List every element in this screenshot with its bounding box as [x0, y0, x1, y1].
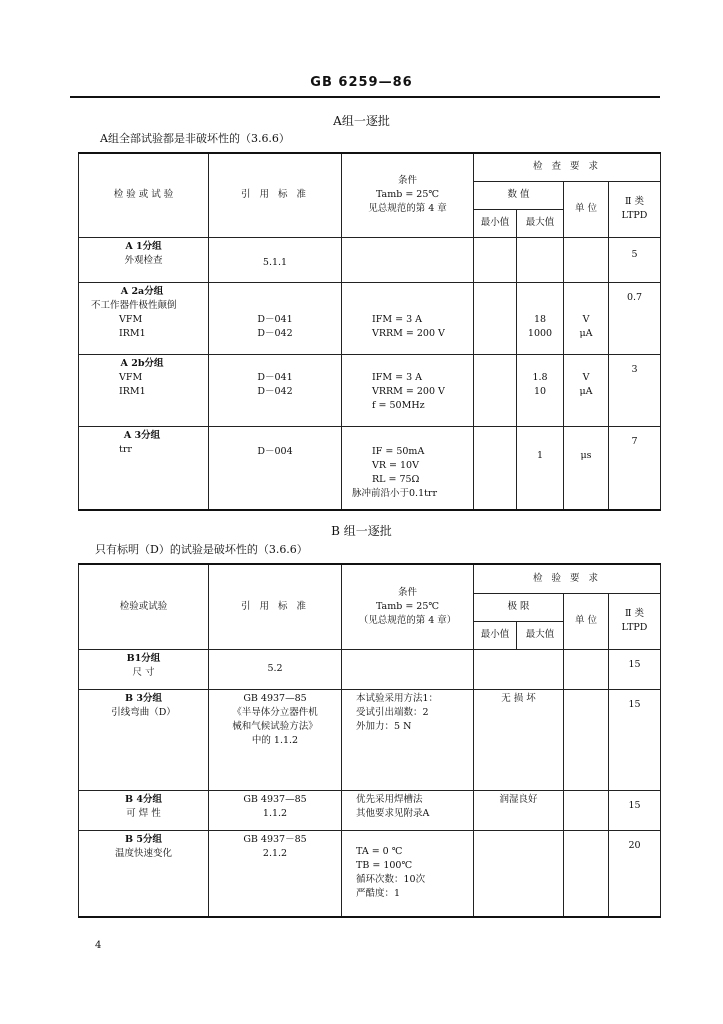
ref-cell	[209, 689, 342, 790]
col-min-header: 最小值	[474, 209, 517, 237]
max-cell	[517, 237, 564, 282]
cond-item: 其他要求见附录A	[356, 807, 430, 819]
unit-cell	[564, 237, 609, 282]
max-value: 1.8	[532, 371, 548, 383]
ref-item: 械和气候试验方法》	[232, 720, 318, 732]
subgroup-title: B 4分组	[125, 793, 162, 805]
ref-item: 5.1.1	[262, 256, 288, 268]
limit-cell: 无 损 坏	[474, 689, 564, 790]
cond-item: TA = 0 ℃	[356, 845, 403, 857]
test-item: 引线弯曲（D）	[111, 706, 176, 718]
group-a-note: A组全部试验都是非破坏性的（3.6.6）	[100, 132, 290, 145]
col-ref-header: 引 用 标 准	[209, 153, 342, 237]
max-value: 10	[533, 385, 547, 397]
col-value-header: 数 值	[474, 181, 564, 209]
test-cell	[79, 282, 209, 354]
cond-cell	[342, 282, 474, 354]
class-header-label: Ⅱ 类	[625, 608, 644, 619]
cond-item: IFM = 3 A	[372, 313, 422, 325]
ref-cell	[209, 237, 342, 282]
cond-item: 循环次数：10次	[356, 873, 426, 885]
cond-item: RL = 75Ω	[372, 473, 420, 485]
col-test-header: 检 验 或 试 验	[79, 153, 209, 237]
cond-cell	[342, 689, 474, 790]
col-req-header: 检 验 要 求	[474, 564, 661, 593]
table-row	[79, 649, 661, 689]
ref-item: D－041	[257, 313, 293, 325]
ref-cell	[209, 354, 342, 426]
table-row	[79, 790, 661, 830]
cond-item: 外加力：5 N	[356, 720, 412, 732]
test-item: trr	[119, 443, 132, 455]
ref-item: D－042	[257, 385, 293, 397]
cond-header-label: 条件	[397, 175, 417, 187]
ref-item: 中的 1.1.2	[251, 734, 299, 746]
test-item: IRM1	[119, 327, 146, 339]
col-ref-header: 引 用 标 准	[209, 564, 342, 649]
subgroup-title: B 5分组	[125, 833, 162, 845]
cond-cell	[342, 649, 474, 689]
cond-item: 本试验采用方法1：	[356, 692, 439, 704]
min-cell	[474, 237, 517, 282]
unit-cell	[564, 649, 609, 689]
ref-cell	[209, 830, 342, 917]
col-test-header: 检验或试验	[79, 564, 209, 649]
limit-cell	[474, 649, 564, 689]
ltpd-cell: 3	[609, 354, 661, 426]
test-item: VFM	[119, 371, 143, 383]
ltpd-cell: 7	[609, 426, 661, 510]
cond-item: VRRM = 200 V	[372, 327, 445, 339]
col-max-header: 最大值	[517, 621, 564, 649]
cond-item: IFM = 3 A	[372, 371, 422, 383]
unit-cell	[564, 354, 609, 426]
ltpd-cell: 20	[609, 830, 661, 917]
max-value: 18	[533, 313, 547, 325]
group-b-title: B 组一逐批	[331, 524, 392, 538]
cond-header-ref: （见总规范的第 4 章）	[358, 614, 457, 626]
cond-cell	[342, 426, 474, 510]
cond-item: TB = 100℃	[356, 859, 413, 871]
test-cell	[79, 649, 209, 689]
group-b-table	[78, 563, 661, 918]
cond-item: IF = 50mA	[372, 445, 425, 457]
unit-value: V	[582, 313, 590, 325]
subgroup-title: A 1分组	[125, 240, 162, 252]
ltpd-header-label: LTPD	[621, 210, 648, 221]
ref-item: D－041	[257, 371, 293, 383]
test-cell	[79, 830, 209, 917]
cond-item: 严酷度：1	[356, 887, 401, 899]
test-item: 可 焊 性	[126, 807, 161, 819]
subgroup-title: A 3分组	[123, 429, 161, 441]
ref-cell	[209, 426, 342, 510]
ref-cell	[209, 790, 342, 830]
test-item: 温度快速变化	[114, 847, 172, 859]
unit-cell	[564, 689, 609, 790]
unit-cell	[564, 426, 609, 510]
test-item: IRM1	[119, 385, 146, 397]
page-number: 4	[95, 940, 102, 951]
cond-header-ref: 见总规范的第 4 章	[368, 203, 447, 215]
subgroup-title: A 2b分组	[120, 357, 164, 369]
max-value: 1000	[527, 327, 553, 339]
subgroup-title: B1分组	[126, 652, 161, 664]
col-cond-header	[342, 153, 474, 237]
ref-item: D－042	[257, 327, 293, 339]
unit-cell	[564, 830, 609, 917]
header-rule	[70, 96, 660, 98]
cond-item: 受试引出端数：2	[356, 706, 429, 718]
ltpd-cell: 15	[609, 689, 661, 790]
cond-header-temp: Tamb = 25℃	[375, 600, 440, 612]
cond-header-temp: Tamb = 25℃	[375, 189, 440, 201]
cond-item: 优先采用焊槽法	[356, 793, 423, 805]
ref-cell	[209, 649, 342, 689]
table-row	[79, 354, 661, 426]
col-class-header	[609, 181, 661, 237]
group-b-note: 只有标明（D）的试验是破坏性的（3.6.6）	[95, 543, 308, 556]
cond-header-label: 条件	[397, 586, 417, 598]
test-item: 不工作器件极性颠倒	[91, 299, 177, 311]
ltpd-cell: 15	[609, 649, 661, 689]
test-cell	[79, 689, 209, 790]
test-item: 尺 寸	[132, 666, 155, 678]
limit-cell: 润湿良好	[474, 790, 564, 830]
cond-cell	[342, 830, 474, 917]
group-a-title: A组一逐批	[333, 114, 390, 128]
min-cell	[474, 426, 517, 510]
ref-item: GB 4937—85	[243, 793, 307, 805]
cond-cell	[342, 790, 474, 830]
unit-cell	[564, 282, 609, 354]
col-cond-header	[342, 564, 474, 649]
ref-cell	[209, 282, 342, 354]
ref-item: GB 4937—85	[243, 692, 307, 704]
col-unit-header: 单 位	[564, 593, 609, 649]
col-min-header: 最小值	[474, 621, 517, 649]
table-row	[79, 426, 661, 510]
cond-item: f = 50MHz	[372, 399, 425, 411]
max-cell	[517, 426, 564, 510]
table-row	[79, 282, 661, 354]
test-cell	[79, 790, 209, 830]
col-req-header: 检 查 要 求	[474, 153, 661, 181]
standard-header: GB 6259—86	[310, 75, 413, 90]
max-value: 1	[536, 449, 544, 461]
table-row	[79, 237, 661, 282]
unit-value: μs	[580, 449, 592, 461]
class-header-label: Ⅱ 类	[625, 196, 644, 207]
ref-item: 《半导体分立器件机	[232, 706, 318, 718]
test-cell	[79, 237, 209, 282]
ref-item: 1.1.2	[262, 807, 288, 819]
cond-cell	[342, 354, 474, 426]
test-item: 外观检查	[124, 254, 163, 266]
ref-item: 2.1.2	[262, 847, 288, 859]
col-class-header	[609, 593, 661, 649]
test-item: VFM	[119, 313, 143, 325]
ltpd-cell: 0.7	[609, 282, 661, 354]
ltpd-cell: 15	[609, 790, 661, 830]
test-cell	[79, 426, 209, 510]
col-limit-header: 极 限	[474, 593, 564, 621]
col-unit-header: 单 位	[564, 181, 609, 237]
subgroup-title: A 2a分组	[120, 285, 164, 297]
cond-item: VR = 10V	[372, 459, 419, 471]
table-row	[79, 689, 661, 790]
unit-value: μA	[579, 327, 593, 339]
ref-item: GB 4937－85	[243, 833, 307, 845]
unit-value: μA	[579, 385, 593, 397]
ref-item: D－004	[257, 445, 293, 457]
subgroup-title: B 3分组	[125, 692, 162, 704]
ref-item: 5.2	[267, 662, 283, 674]
col-max-header: 最大值	[517, 209, 564, 237]
unit-value: V	[582, 371, 590, 383]
cond-item: VRRM = 200 V	[372, 385, 445, 397]
min-cell	[474, 354, 517, 426]
ltpd-header-label: LTPD	[621, 622, 648, 633]
max-cell	[517, 354, 564, 426]
max-cell	[517, 282, 564, 354]
ltpd-cell: 5	[609, 237, 661, 282]
unit-cell	[564, 790, 609, 830]
cond-cell	[342, 237, 474, 282]
test-cell	[79, 354, 209, 426]
min-cell	[474, 282, 517, 354]
cond-item: 脉冲前沿小于0.1trr	[352, 487, 438, 499]
limit-cell	[474, 830, 564, 917]
table-row	[79, 830, 661, 917]
group-a-table	[78, 152, 661, 511]
